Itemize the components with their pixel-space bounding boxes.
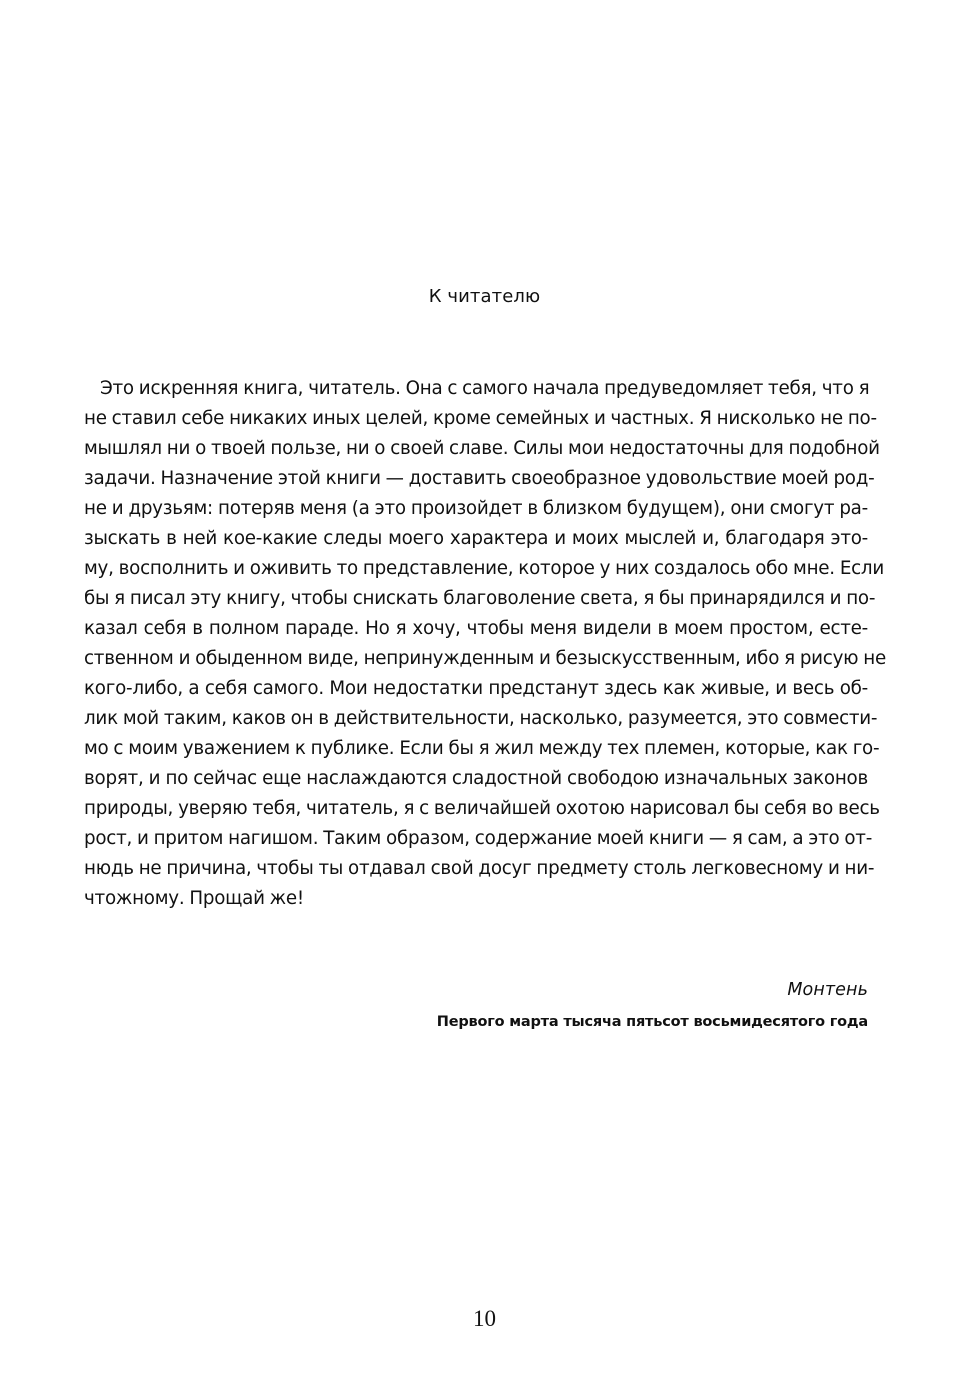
date-line: Первого марта тысяча пятьсот восьмидесятого года (436, 1014, 868, 1030)
text-line: казал себя в полном параде. Но я хочу, чтобы меня видели в моем простом, есте- (84, 618, 868, 639)
text-line: рост, и притом нагишом. Таким образом, содержание моей книги — я сам, а это от- (84, 828, 873, 849)
text-line: мо с моим уважением к публике. Если бы я жил между тех племен, которые, как го- (84, 738, 880, 759)
text-line: Это искренняя книга, читатель. Она с самого начала предуведомляет тебя, что я (100, 378, 870, 399)
text-line: не и друзьям: потеряв меня (а это произойдет в близком будущем), они смогут ра- (84, 498, 868, 519)
text-line: чтожному. Прощай же! (84, 888, 304, 909)
text-line: мышлял ни о твоей пользе, ни о своей славе. Силы мои недостаточны для подобной (84, 438, 880, 459)
text-line: нюдь не причина, чтобы ты отдавал свой досуг предмету столь легковесному и ни- (84, 858, 875, 879)
text-line: кого-либо, а себя самого. Мои недостатки предстанут здесь как живые, и весь об- (84, 678, 868, 699)
body-paragraph (84, 374, 886, 914)
text-line: зыскать в ней кое-какие следы моего характера и моих мыслей и, благодаря это- (84, 528, 868, 549)
text-line: природы, уверяю тебя, читатель, я с величайшей охотою нарисовал бы себя во весь (84, 798, 880, 819)
text-line: ственном и обыденном виде, непринужденным и безыскусственным, ибо я рисую не (84, 648, 886, 669)
text-line: бы я писал эту книгу, чтобы снискать благоволение света, я бы принарядился и по- (84, 588, 876, 609)
chapter-heading: К читателю (428, 286, 541, 307)
author-signature: Монтень (787, 980, 868, 1000)
text-line: ворят, и по сейчас еще наслаждаются сладостной свободою изначальных законов (84, 768, 868, 789)
text-line: лик мой таким, каков он в действительности, насколько, разумеется, это совмести- (84, 708, 878, 729)
text-line: задачи. Назначение этой книги — доставить своеобразное удовольствие моей род- (84, 468, 875, 489)
page-number: 10 (473, 1306, 496, 1331)
text-line: не ставил себе никаких иных целей, кроме семейных и частных. Я нисколько не по- (84, 408, 877, 429)
text-line: му, восполнить и оживить то представление, которое у них создалось обо мне. Если (84, 558, 884, 579)
